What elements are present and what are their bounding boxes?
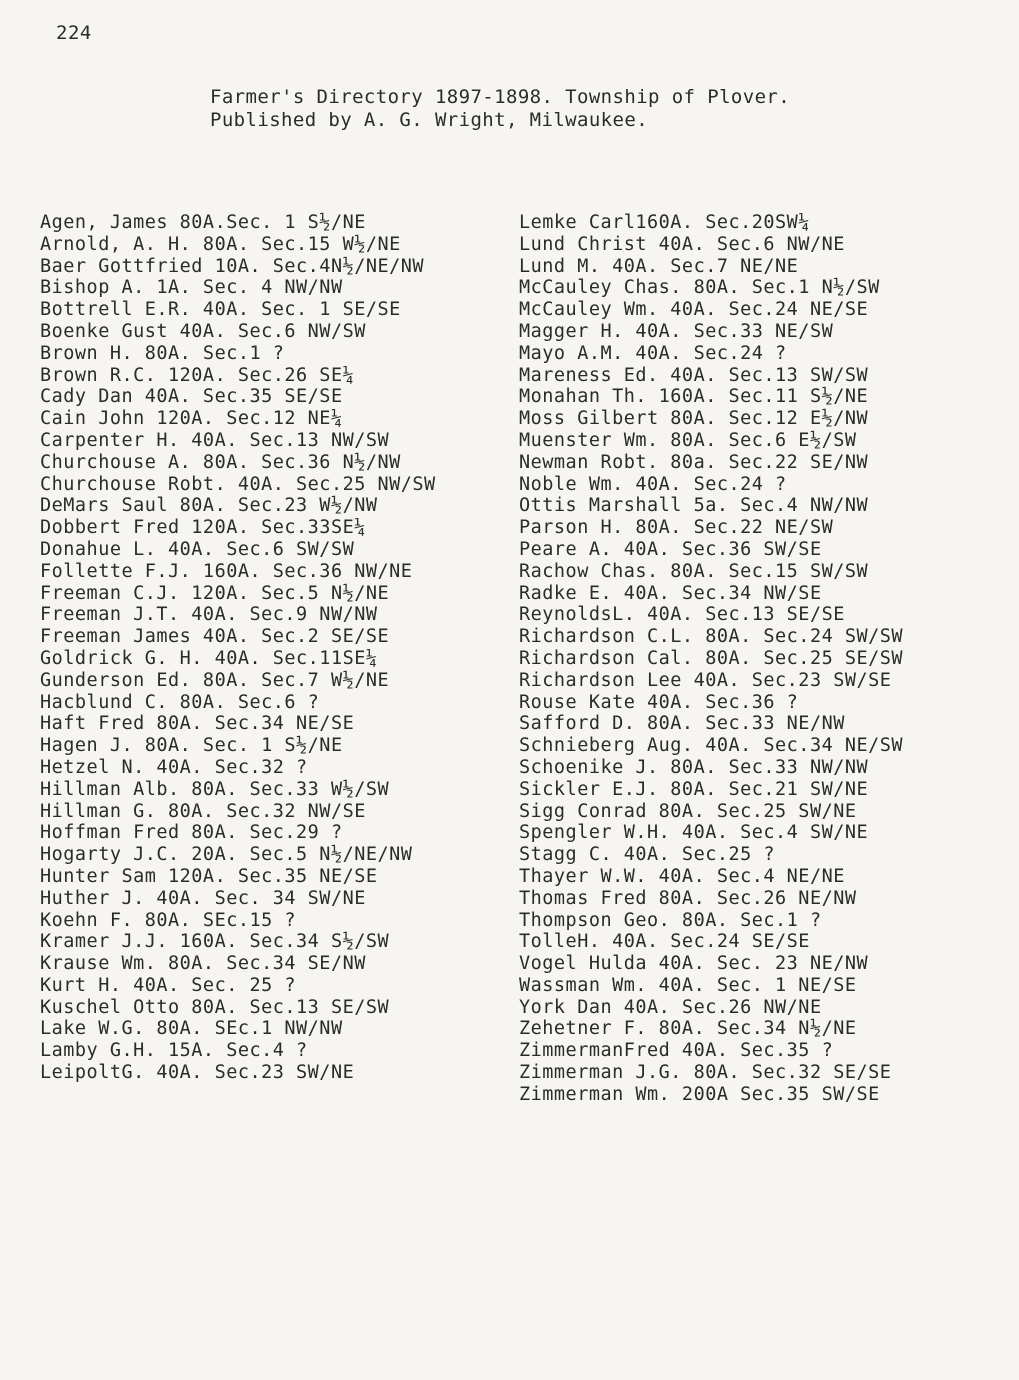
directory-entry: Lund Christ 40A. Sec.6 NW/NE [519, 233, 845, 255]
directory-entry: Gunderson Ed. 80A. Sec.7 W½/NE [40, 669, 390, 691]
directory-entry: TolleH. 40A. Sec.24 SE/SE [519, 931, 810, 953]
directory-entry: LeipoltG. 40A. Sec.23 SW/NE [40, 1062, 355, 1084]
directory-entry: Vogel Hulda 40A. Sec. 23 NE/NW [519, 953, 869, 975]
directory-entry: Follette F.J. 160A. Sec.36 NW/NE [40, 560, 413, 582]
directory-entry: Arnold, A. H. 80A. Sec.15 W½/NE [40, 233, 401, 255]
directory-entry: Rouse Kate 40A. Sec.36 ? [519, 691, 799, 713]
directory-entry: Richardson Cal. 80A. Sec.25 SE/SW [519, 647, 904, 669]
directory-entry: DeMars Saul 80A. Sec.23 W½/NW [40, 495, 378, 517]
directory-entry: Freeman C.J. 120A. Sec.5 N½/NE [40, 582, 390, 604]
directory-entry: Monahan Th. 160A. Sec.11 S½/NE [519, 386, 869, 408]
directory-entry: ReynoldsL. 40A. Sec.13 SE/SE [519, 604, 845, 626]
directory-entry: McCauley Wm. 40A. Sec.24 NE/SE [519, 299, 869, 321]
directory-entry: Zehetner F. 80A. Sec.34 N½/NE [519, 1018, 857, 1040]
directory-entry: Carpenter H. 40A. Sec.13 NW/SW [40, 429, 390, 451]
directory-entry: Koehn F. 80A. SEc.15 ? [40, 909, 297, 931]
directory-entry: Boenke Gust 40A. Sec.6 NW/SW [40, 320, 366, 342]
directory-entry: Safford D. 80A. Sec.33 NE/NW [519, 713, 845, 735]
directory-entry: Zimmerman Wm. 200A Sec.35 SW/SE [519, 1083, 880, 1105]
directory-entry: Ottis Marshall 5a. Sec.4 NW/NW [519, 495, 869, 517]
directory-entry: Krause Wm. 80A. Sec.34 SE/NW [40, 953, 366, 975]
document-title: Farmer's Directory 1897-1898. Township of Plover. [210, 86, 791, 108]
directory-entry: Hetzel N. 40A. Sec.32 ? [40, 756, 308, 778]
directory-entry: Lake W.G. 80A. SEc.1 NW/NW [40, 1018, 343, 1040]
directory-entry: Peare A. 40A. Sec.36 SW/SE [519, 538, 822, 560]
directory-entry: Baer Gottfried 10A. Sec.4N½/NE/NW [40, 255, 425, 277]
directory-entry: Churchouse A. 80A. Sec.36 N½/NW [40, 451, 401, 473]
directory-entry: Hacblund C. 80A. Sec.6 ? [40, 691, 320, 713]
directory-entry: Kramer J.J. 160A. Sec.34 S½/SW [40, 931, 390, 953]
directory-entry: Hunter Sam 120A. Sec.35 NE/SE [40, 865, 378, 887]
page-number: 224 [56, 22, 92, 44]
directory-entry: Donahue L. 40A. Sec.6 SW/SW [40, 538, 355, 560]
directory-entry: Hagen J. 80A. Sec. 1 S½/NE [40, 735, 343, 757]
directory-entry: Thayer W.W. 40A. Sec.4 NE/NE [519, 865, 845, 887]
directory-entry: Dobbert Fred 120A. Sec.33SE¼ [40, 517, 366, 539]
directory-entry: ZimmermanFred 40A. Sec.35 ? [519, 1040, 834, 1062]
directory-entry: Kuschel Otto 80A. Sec.13 SE/SW [40, 996, 390, 1018]
directory-entry: Freeman James 40A. Sec.2 SE/SE [40, 626, 390, 648]
directory-entry: Hogarty J.C. 20A. Sec.5 N½/NE/NW [40, 844, 413, 866]
directory-entry: Magger H. 40A. Sec.33 NE/SW [519, 320, 834, 342]
directory-entry: Noble Wm. 40A. Sec.24 ? [519, 473, 787, 495]
directory-entry: Lund M. 40A. Sec.7 NE/NE [519, 255, 799, 277]
directory-entry: Bishop A. 1A. Sec. 4 NW/NW [40, 277, 343, 299]
directory-entry: Goldrick G. H. 40A. Sec.11SE¼ [40, 647, 378, 669]
directory-entry: Lamby G.H. 15A. Sec.4 ? [40, 1040, 308, 1062]
title-block [210, 86, 790, 132]
directory-entry: Brown R.C. 120A. Sec.26 SE¼ [40, 364, 355, 386]
directory-entry: Sigg Conrad 80A. Sec.25 SW/NE [519, 800, 857, 822]
directory-entry: Thompson Geo. 80A. Sec.1 ? [519, 909, 822, 931]
right-directory-column [519, 212, 989, 1106]
directory-entry: Radke E. 40A. Sec.34 NW/SE [519, 582, 822, 604]
directory-entry: Bottrell E.R. 40A. Sec. 1 SE/SE [40, 299, 401, 321]
directory-entry: Muenster Wm. 80A. Sec.6 E½/SW [519, 429, 857, 451]
directory-entry: Mayo A.M. 40A. Sec.24 ? [519, 342, 787, 364]
directory-entry: Zimmerman J.G. 80A. Sec.32 SE/SE [519, 1062, 892, 1084]
directory-entry: Mareness Ed. 40A. Sec.13 SW/SW [519, 364, 869, 386]
directory-entry: Haft Fred 80A. Sec.34 NE/SE [40, 713, 355, 735]
directory-entry: Lemke Carl160A. Sec.20SW¼ [519, 212, 810, 233]
directory-entry: Moss Gilbert 80A. Sec.12 E½/NW [519, 408, 869, 430]
directory-entry: Hoffman Fred 80A. Sec.29 ? [40, 822, 343, 844]
directory-entry: Sickler E.J. 80A. Sec.21 SW/NE [519, 778, 869, 800]
directory-entry: Parson H. 80A. Sec.22 NE/SW [519, 517, 834, 539]
document-subtitle: Published by A. G. Wright, Milwaukee. [210, 109, 649, 131]
directory-entry: Schnieberg Aug. 40A. Sec.34 NE/SW [519, 735, 904, 757]
directory-entry: Wassman Wm. 40A. Sec. 1 NE/SE [519, 974, 857, 996]
directory-entry: Huther J. 40A. Sec. 34 SW/NE [40, 887, 366, 909]
directory-entry: Churchouse Robt. 40A. Sec.25 NW/SW [40, 473, 436, 495]
directory-entry: Hillman Alb. 80A. Sec.33 W½/SW [40, 778, 390, 800]
directory-entry: Brown H. 80A. Sec.1 ? [40, 342, 285, 364]
directory-entry: Rachow Chas. 80A. Sec.15 SW/SW [519, 560, 869, 582]
directory-entry: Cain John 120A. Sec.12 NE¼ [40, 408, 343, 430]
directory-entry: Kurt H. 40A. Sec. 25 ? [40, 974, 297, 996]
directory-entry: Thomas Fred 80A. Sec.26 NE/NW [519, 887, 857, 909]
directory-entry: Richardson Lee 40A. Sec.23 SW/SE [519, 669, 892, 691]
left-directory-column [40, 212, 495, 1084]
directory-entry: Richardson C.L. 80A. Sec.24 SW/SW [519, 626, 904, 648]
directory-entry: York Dan 40A. Sec.26 NW/NE [519, 996, 822, 1018]
directory-entry: Stagg C. 40A. Sec.25 ? [519, 844, 776, 866]
directory-entry: Newman Robt. 80a. Sec.22 SE/NW [519, 451, 869, 473]
directory-entry: Freeman J.T. 40A. Sec.9 NW/NW [40, 604, 378, 626]
directory-entry: Spengler W.H. 40A. Sec.4 SW/NE [519, 822, 869, 844]
directory-entry: McCauley Chas. 80A. Sec.1 N½/SW [519, 277, 880, 299]
directory-entry: Cady Dan 40A. Sec.35 SE/SE [40, 386, 343, 408]
directory-entry: Hillman G. 80A. Sec.32 NW/SE [40, 800, 366, 822]
directory-entry: Schoenike J. 80A. Sec.33 NW/NW [519, 756, 869, 778]
directory-entry: Agen, James 80A.Sec. 1 S½/NE [40, 212, 366, 233]
